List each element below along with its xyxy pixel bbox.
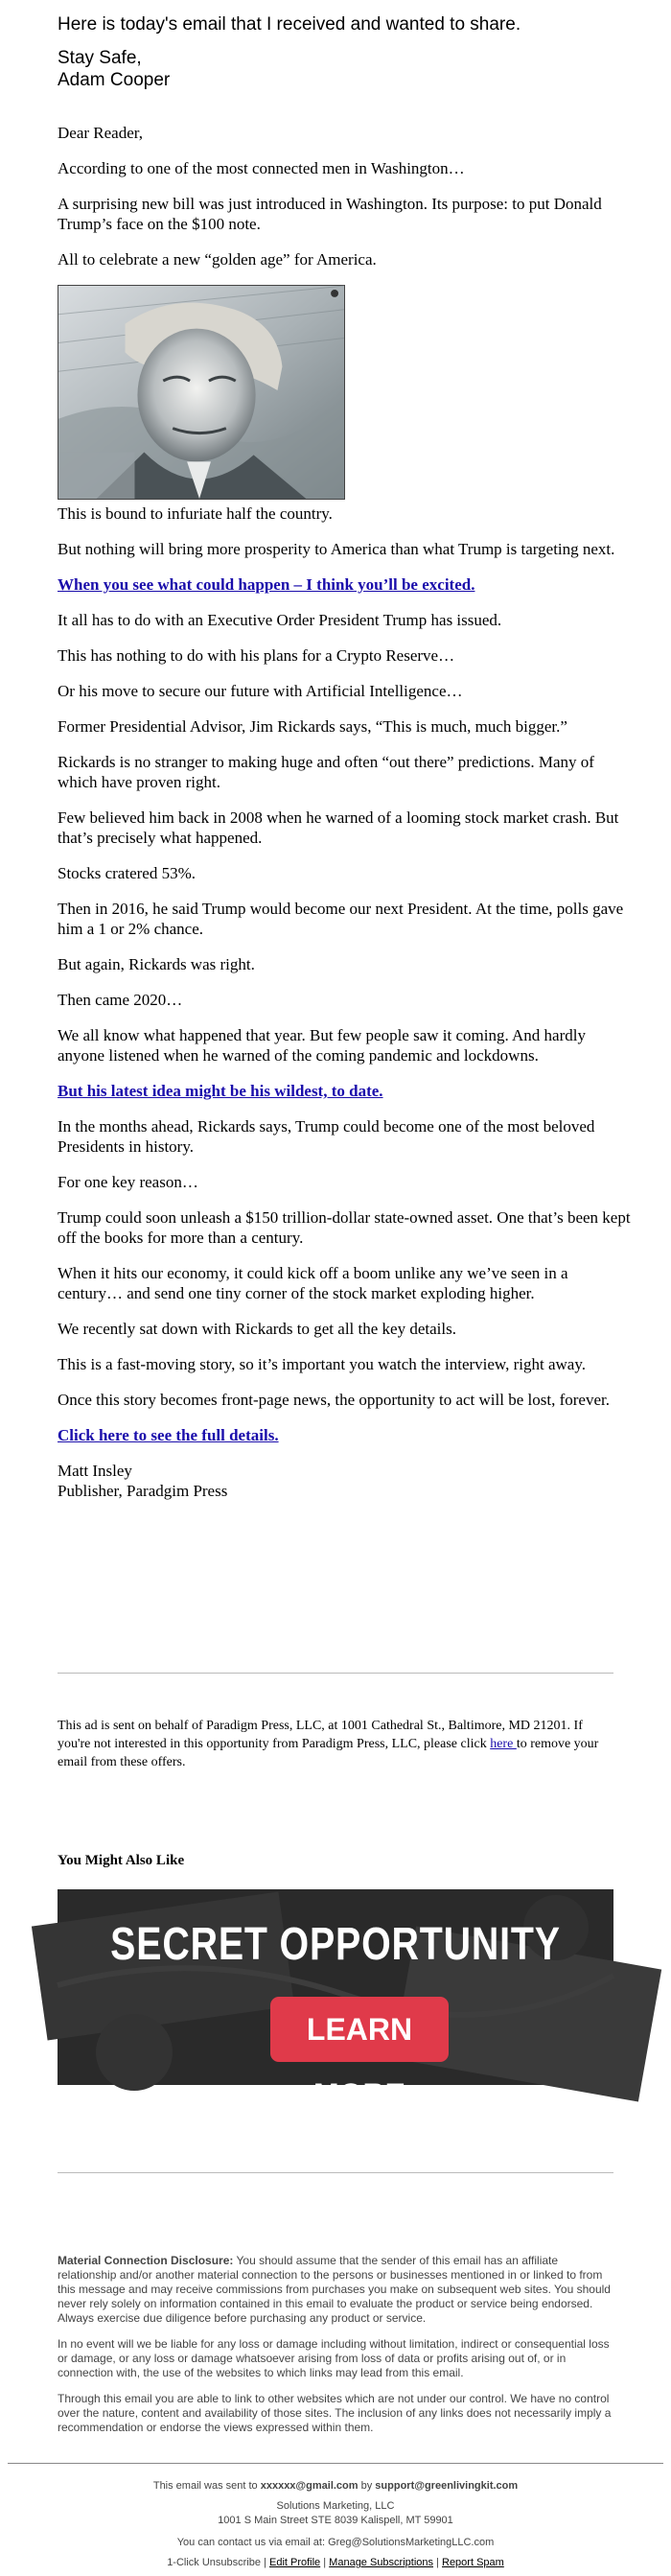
disclosure-paragraph: Through this email you are able to link to other websites which are not under our control. We have no control over the nature, content and availability of those sites. The inclusion of any links does not necessarily imply a recommendation or endorse the views expressed within them. (58, 2392, 612, 2434)
paragraph: In the months ahead, Rickards says, Trump could become one of the most beloved Presidents in history. (58, 1117, 595, 1156)
paragraph: Former Presidential Advisor, Jim Rickards says, “This is much, much bigger.” (58, 717, 567, 736)
signature (58, 1461, 633, 1501)
disclosure-label: Material Connection Disclosure: (58, 2254, 234, 2267)
company-name: Solutions Marketing, LLC (276, 2500, 395, 2512)
you-might-also-like-heading: You Might Also Like (58, 1853, 185, 1868)
signature-name: Matt Insley (58, 1462, 132, 1480)
manage-subscriptions-link[interactable]: Manage Subscriptions (329, 2557, 434, 2568)
paragraph: We all know what happened that year. But few people saw it coming. And hardly anyone listened when he warned of the coming pandemic and lockdowns. (58, 1026, 586, 1065)
forward-intro (58, 13, 623, 91)
article (58, 123, 633, 1501)
paragraph: According to one of the most connected men in Washington… (58, 159, 465, 177)
excited-link[interactable]: When you see what could happen – I think you’ll be excited. (58, 575, 475, 594)
paragraph: This is bound to infuriate half the country. (58, 504, 333, 523)
signoff: Stay Safe, (58, 48, 142, 68)
sender-name: Adam Cooper (58, 70, 171, 90)
full-details-link[interactable]: Click here to see the full details. (58, 1426, 279, 1444)
wildest-idea-link[interactable]: But his latest idea might be his wildest, to date. (58, 1082, 383, 1100)
ad-notice: This ad is sent on behalf of Paradigm Press, LLC, at 1001 Cathedral St., Baltimore, MD 21201. If you're not interested in this opportunity from Paradigm Press, LLC, please click here to remove your email from these offers. (58, 1719, 599, 1769)
paragraph: Or his move to secure our future with Artificial Intelligence… (58, 682, 463, 700)
disclosure: Material Connection Disclosure: You should assume that the sender of this email has an affiliate relationship and/or another material connection to the persons or businesses mentioned in or linked to from this message and may receive commissions from purchases you make on subsequent web sites. You should never rely solely on information contained in this email to evaluate the product or service being endorsed. Always exercise due diligence before purchasing any product or service. In no event will we be liable for any loss or damage including without limitation, indirect or consequential loss or damage, or any loss or damage whatsoever arising from loss of data or profits arising out of, or in connection with, the use of the websites to which links may lead from this email. Through this email you are able to link to other websites which are not under our control. We have no control over the nature, content and availability of those sites. The inclusion of any links does not necessarily imply a recommendation or endorse the views expressed within them. (58, 2254, 618, 2447)
intro-line: Here is today's email that I received and wanted to share. (58, 14, 521, 35)
signature-title: Publisher, Paradgim Press (58, 1482, 228, 1500)
disclosure-paragraph: In no event will we be liable for any loss or damage including without limitation, indirect or consequential loss or damage, or any loss or damage whatsoever arising from loss of data or profits arising out of, or in connection with, the use of the websites to which links may lead from this email. (58, 2337, 610, 2379)
paragraph: We recently sat down with Rickards to get all the key details. (58, 1320, 456, 1338)
paragraph: All to celebrate a new “golden age” for America. (58, 250, 377, 269)
paragraph: But nothing will bring more prosperity to America than what Trump is targeting next. (58, 540, 615, 558)
greeting: Dear Reader, (58, 124, 143, 142)
divider (58, 1673, 613, 1674)
edit-profile-link[interactable]: Edit Profile (268, 2557, 321, 2568)
paragraph: Then in 2016, he said Trump would become our next President. At the time, polls gave him a 1 or 2% chance. (58, 900, 624, 938)
report-spam-link[interactable]: Report Spam (442, 2557, 504, 2568)
paragraph: Stocks cratered 53%. (58, 864, 196, 882)
paragraph: But again, Rickards was right. (58, 955, 255, 973)
learn-more-button[interactable]: LEARN MORE (270, 1997, 449, 2062)
recipient-email: xxxxxx@gmail.com (260, 2480, 359, 2492)
paragraph: Then came 2020… (58, 991, 183, 1009)
paragraph: When it hits our economy, it could kick off a boom unlike any we’ve seen in a century… and send one tiny corner of the stock market exploding higher. (58, 1264, 568, 1302)
footer-divider (8, 2463, 663, 2464)
paragraph: A surprising new bill was just introduced in Washington. Its purpose: to put Donald Trump’s face on the $100 note. (58, 195, 602, 233)
paragraph: This has nothing to do with his plans for a Crypto Reserve… (58, 646, 455, 665)
hundred-dollar-portrait-image (58, 285, 345, 500)
banner-headline: SECRET OPPORTUNITY (110, 1919, 561, 1970)
remove-email-link[interactable]: here (490, 1737, 517, 1751)
paragraph: Few believed him back in 2008 when he warned of a looming stock market crash. But that’s precisely what happened. (58, 808, 619, 847)
unsubscribe-link[interactable]: 1-Click Unsubscribe (167, 2557, 261, 2568)
sender-email: support@greenlivingkit.com (375, 2480, 519, 2492)
paragraph: Once this story becomes front-page news, the opportunity to act will be lost, forever. (58, 1391, 610, 1409)
secret-opportunity-banner[interactable] (58, 1889, 613, 2112)
paragraph: Rickards is no stranger to making huge and often “out there” predictions. Many of which have proven right. (58, 753, 594, 791)
contact-email: Greg@SolutionsMarketingLLC.com (328, 2537, 495, 2548)
divider (58, 2172, 613, 2173)
paragraph: For one key reason… (58, 1173, 198, 1191)
paragraph: This is a fast-moving story, so it’s important you watch the interview, right away. (58, 1355, 586, 1373)
paragraph: Trump could soon unleash a $150 trillion-dollar state-owned asset. One that’s been kept off the books for more than a century. (58, 1208, 631, 1247)
footer: This email was sent to xxxxxx@gmail.com by support@greenlivingkit.com Solutions Marketing, LLC 1001 S Main Street STE 8039 Kalispell, MT 59901 You can contact us via email at: Greg@SolutionsMarketingLLC.com 1-Click Unsubscribe | Edit Profile | Manage Subscriptions | Report Spam (152, 2480, 519, 2568)
company-address: 1001 S Main Street STE 8039 Kalispell, MT 59901 (218, 2515, 453, 2526)
paragraph: It all has to do with an Executive Order President Trump has issued. (58, 611, 502, 629)
